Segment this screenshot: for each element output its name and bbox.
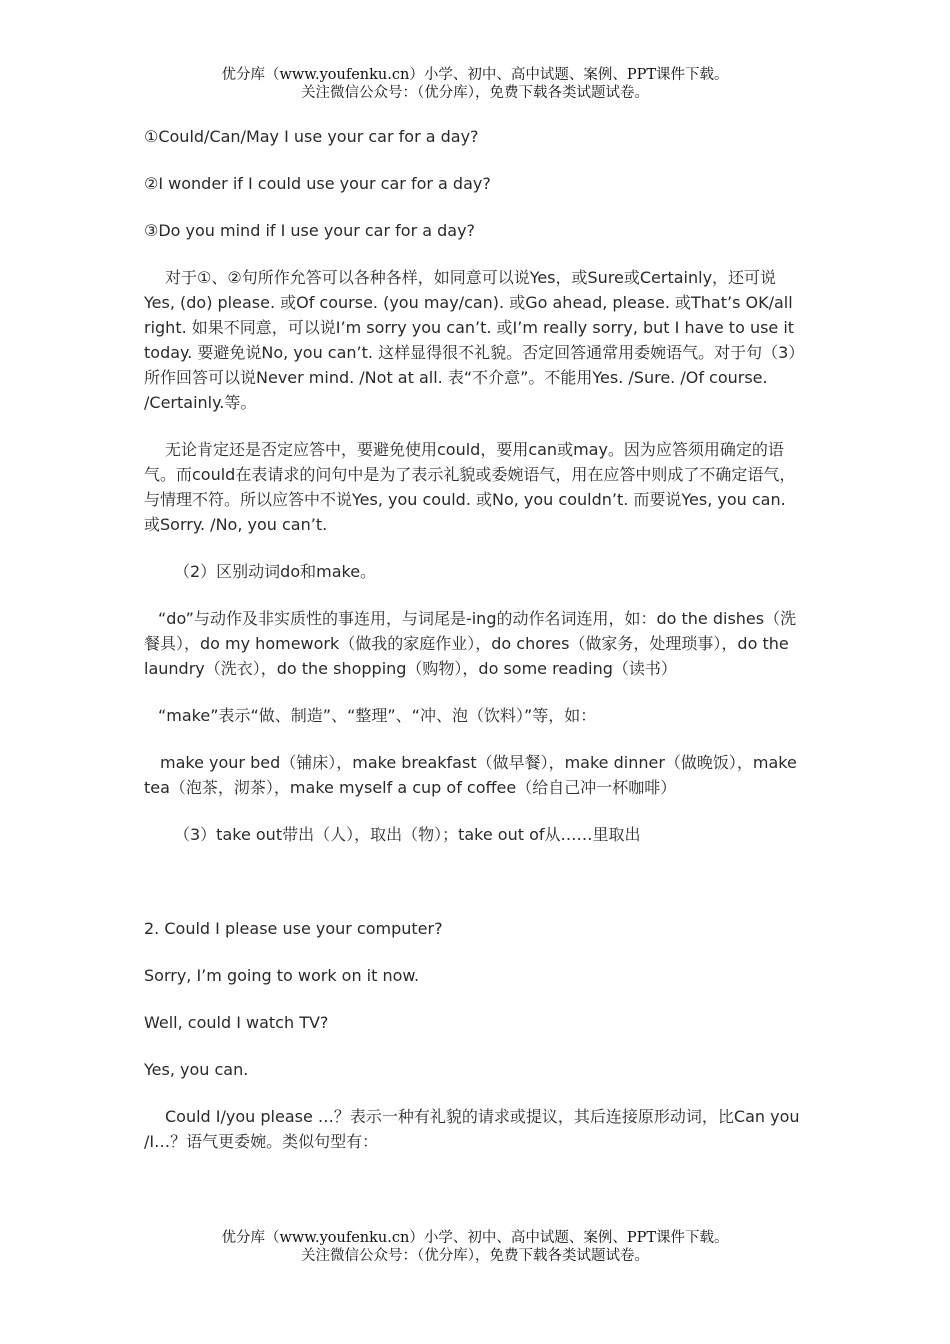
section-heading-do-make: （2）区别动词do和make。	[174, 562, 377, 581]
footer-line-2: 关注微信公众号：（优分库），免费下载各类试题试卷。	[301, 1248, 649, 1264]
header-line-1: 优分库（www.youfenku.cn）小学、初中、高中试题、案例、PPT课件下载。	[221, 67, 729, 83]
example-sentence-1: ①Could/Can/May I use your car for a day?	[144, 127, 479, 146]
dialogue-line-4: Yes, you can.	[144, 1060, 249, 1079]
page-header	[0, 66, 950, 102]
dialogue-line-3: Well, could I watch TV?	[144, 1013, 329, 1032]
explanation-paragraph-1: 对于①、②句所作允答可以各种各样，如同意可以说Yes，或Sure或Certainly，还可说Yes, (do) please. 或Of course. (you may/can). 或Go ahead, please. 或That’s OK/all right. 如果不同意，可以说I’m sorry you can’t. 或I’m really sorry, but I have to use it today. 要避免说No, you can’t. 这样显得很不礼貌。否定回答通常用委婉语气。对于句（3）所作回答可以说Never mind. /Not at all. 表“不介意”。不能用Yes. /Sure. /Of course. /Certainly.等。	[144, 268, 797, 412]
footer-line-1: 优分库（www.youfenku.cn）小学、初中、高中试题、案例、PPT课件下载。	[221, 1230, 729, 1246]
make-usage-paragraph: “make”表示“做、制造”、“整理”、“冲、泡（饮料）”等，如：	[158, 706, 597, 725]
page-footer	[0, 1229, 950, 1265]
explanation-paragraph-3: Could I/you please …？表示一种有礼貌的请求或提议，其后连接原形动词，比Can you /I…？语气更委婉。类似句型有：	[144, 1107, 800, 1151]
example-sentence-3: ③Do you mind if I use your car for a day?	[144, 221, 476, 240]
dialogue-line-2: Sorry, I’m going to work on it now.	[144, 966, 420, 985]
header-line-2: 关注微信公众号：（优分库），免费下载各类试题试卷。	[301, 85, 649, 101]
section-heading-take-out: （3）take out带出（人），取出（物）；take out of从……里取出	[174, 825, 641, 844]
document-body	[144, 124, 804, 1176]
make-examples-paragraph: make your bed（铺床），make breakfast（做早餐），make dinner（做晚饭），make tea（泡茶，沏茶），make myself a cup of coffee（给自己冲一杯咖啡）	[144, 753, 797, 797]
blank-gap	[144, 869, 804, 916]
example-sentence-2: ②I wonder if I could use your car for a day?	[144, 174, 491, 193]
dialogue-line-1: 2. Could I please use your computer?	[144, 919, 443, 938]
explanation-paragraph-2: 无论肯定还是否定应答中，要避免使用could，要用can或may。因为应答须用确定的语气。而could在表请求的问句中是为了表示礼貌或委婉语气，用在应答中则成了不确定语气，与情理不符。所以应答中不说Yes, you could. 或No, you couldn’t. 而要说Yes, you can. 或Sorry. /No, you can’t.	[144, 440, 796, 534]
do-usage-paragraph: “do”与动作及非实质性的事连用，与词尾是-ing的动作名词连用，如：do the dishes（洗餐具），do my homework（做我的家庭作业），do chores（做家务，处理琐事），do the laundry（洗衣），do the shopping（购物），do some reading（读书）	[144, 609, 797, 678]
